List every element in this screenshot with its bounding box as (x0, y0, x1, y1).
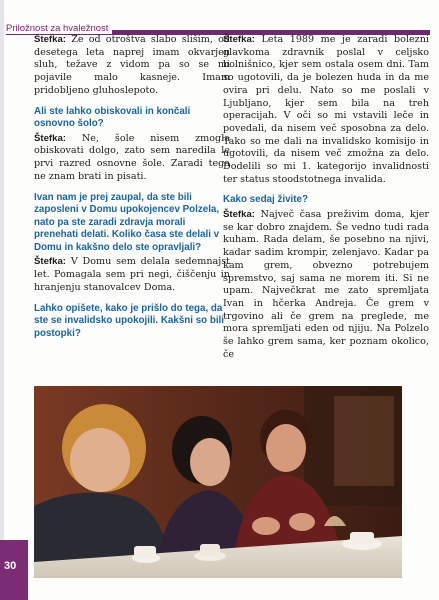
answer-text: Ne, šole nisem zmogla obiskovati dolgo, zato sem naredila le prvi razred osnovne šole. Zaradi tega ne znam brati in pisati. (34, 132, 230, 182)
interview-question: Ali ste lahko obiskovali in končali osnovno šolo? (34, 105, 191, 130)
answer-text: Največ časa preživim doma, kjer se kar dobro znajdem. Še vedno tudi rada kuham. Rada delam, še posebno na njivi, kadar sadim krompir, zelenjavo. Kadar pa kam grem, obvezno potrebujem spremstvo, saj sama ne morem iti. Si ne upam. Največkrat me zato spremljata Ivan in hčerka Andreja. Če grem v trgovino ali če grem na preglede, me mora spremljati eden od njiju. Na Polzelo še lahko grem sama, ker poznam okolico, če (223, 209, 429, 360)
answer-paragraph (223, 209, 429, 361)
answer-text: Leta 1989 me je zaradi bolezni glavkoma zdravnik poslal v celjsko bolnišnico, kjer sem ostala osem dni. Tam so ugotovili, da je bolezen huda in da me ovira pri delu. Nato so me poslali v Ljubljano, kjer sem bila na treh operacijah. V oči so mi vstavili leče in povedali, da nisem več sposobna za delo. Tako so me dali na invalidsko komisijo in ugotovili, da nisem več zmožna za delo. Dodelili so mi 1. kategorijo invalidnosti ter status stoodstotnega invalida. (223, 34, 429, 185)
photo-women-at-table-icon (34, 386, 402, 578)
speaker-label: Štefka: (34, 34, 66, 45)
header-title: Priložnost za hvaležnost (6, 23, 112, 34)
interview-question: Ivan nam je prej zaupal, da ste bili zaposleni v Domu upokojencev Polzela, nato pa ste zaradi zdravja morali prenehati delati. Koliko časa ste delali v Domu in kakšno delo ste opravljali? (34, 191, 220, 253)
answer-paragraph (34, 34, 230, 98)
answer-text: Že od otroštva slabo slišim, od desetega leta naprej imam okvarjen sluh, težave z vidom pa so se mi pojavile malo kasneje. Imam pridobljeno gluhoslepoto. (34, 34, 230, 96)
left-column (34, 34, 230, 342)
left-margin-bar (0, 0, 4, 600)
speaker-label: Štefka: (223, 209, 255, 221)
speaker-label: Štefka: (34, 132, 66, 144)
right-column (223, 34, 429, 369)
page-header (0, 12, 430, 34)
speaker-label: Štefka: (223, 34, 255, 45)
answer-paragraph (223, 34, 429, 186)
page-number: 30 (4, 560, 17, 572)
speaker-label: Štefka: (34, 256, 66, 268)
answer-paragraph (34, 256, 230, 294)
answer-paragraph (34, 133, 230, 184)
interview-question: Kako sedaj živite? (223, 194, 308, 206)
answer-text: V Domu sem delala sedemnajst let. Pomagala sem pri negi, čiščenju in hranjenju stanovalcev Doma. (34, 256, 230, 293)
interview-question: Lahko opišete, kako je prišlo do tega, da ste se invalidsko upokojili. Kakšni so bili postopki? (34, 302, 225, 339)
interview-photo (34, 386, 402, 578)
